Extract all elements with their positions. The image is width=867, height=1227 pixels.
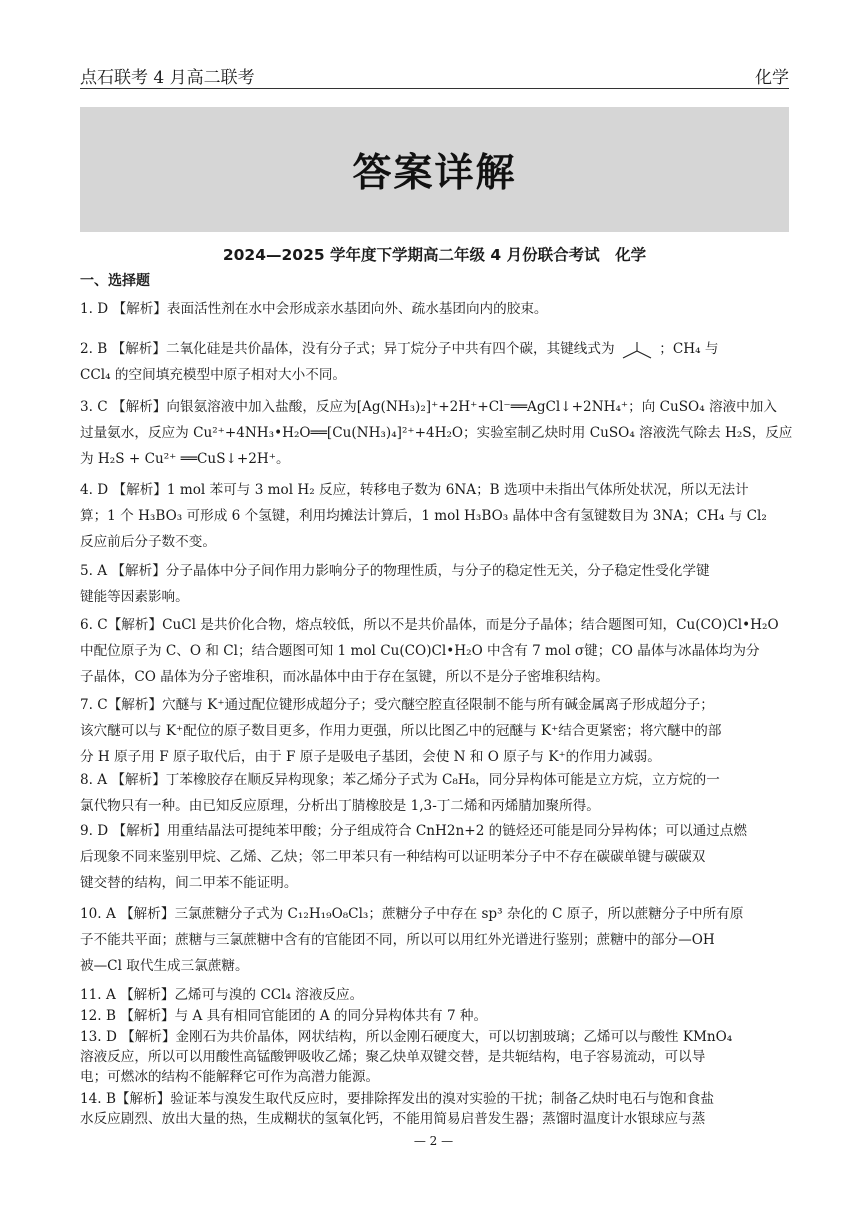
answer-line: 8. A 【解析】丁苯橡胶存在顺反异构现象；苯乙烯分子式为 C₈H₈，同分异构体可能是立方烷，立方烷的一 (80, 772, 720, 788)
answer-item-4 (80, 477, 792, 555)
answer-line: 子晶体，CO 晶体为分子密堆积，而冰晶体中由于存在氢键，所以不是分子密堆积结构。 (80, 669, 609, 685)
answer-line: 氯代物只有一种。由已知反应原理，分析出丁腈橡胶是 1,3-丁二烯和丙烯腈加聚所得。 (80, 798, 600, 814)
answer-line: 7. C【解析】穴醚与 K⁺通过配位键形成超分子；受穴醚空腔直径限制不能与所有碱金属离子形成超分子； (80, 697, 714, 713)
answer-item-12 (80, 1006, 792, 1026)
answer-line: 该穴醚可以与 K⁺配位的原子数目更多，作用力更强，所以比图乙中的冠醚与 K⁺结合更紧密；将穴醚中的部 (80, 723, 722, 739)
answer-item-13 (80, 1027, 792, 1087)
answer-line: 14. B【解析】验证苯与溴发生取代反应时，要排除挥发出的溴对实验的干扰；制备乙炔时电石与饱和食盐 (80, 1091, 715, 1107)
answer-item-14 (80, 1089, 792, 1129)
answer-item-7 (80, 692, 792, 770)
answer-line-part: ；CH₄ 与 (659, 341, 719, 357)
answer-line-part: 2. B 【解析】二氧化硅是共价晶体，没有分子式；异丁烷分子中共有四个碳，其键线式为 (80, 341, 615, 357)
answer-line: 12. B 【解析】与 A 具有相同官能团的 A 的同分异构体共有 7 种。 (80, 1008, 488, 1024)
answer-line: 13. D 【解析】金刚石为共价晶体，网状结构，所以金刚石硬度大，可以切割玻璃；乙烯可以与酸性 KMnO₄ (80, 1029, 733, 1045)
answer-item-9 (80, 818, 792, 896)
answer-line: CCl₄ 的空间填充模型中原子相对大小不同。 (80, 367, 347, 383)
answer-line: 键交替的结构，间二甲苯不能证明。 (80, 875, 298, 891)
answer-line: 3. C 【解析】向银氨溶液中加入盐酸，反应为[Ag(NH₃)₂]⁺+2H⁺+Cl⁻══AgCl↓+2NH₄⁺；向 CuSO₄ 溶液中加入 (80, 399, 777, 415)
answer-item-3 (80, 394, 792, 472)
answer-line: 水反应剧烈、放出大量的热，生成糊状的氢氧化钙，不能用简易启普发生器；蒸馏时温度计水银球应与蒸 (80, 1111, 706, 1127)
answer-line: 10. A 【解析】三氯蔗糖分子式为 C₁₂H₁₉O₈Cl₃；蔗糖分子中存在 sp³ 杂化的 C 原子，所以蔗糖分子中所有原 (80, 906, 744, 922)
answer-line (80, 336, 792, 362)
header-left: 点石联考 4 月高二联考 (80, 68, 255, 88)
header-right: 化学 (755, 68, 789, 88)
banner-title: 答案详解 (352, 150, 517, 196)
exam-title: 2024—2025 学年度下学期高二年级 4 月份联合考试 化学 (222, 246, 647, 264)
answer-line: 中配位原子为 C、O 和 Cl；结合题图可知 1 mol Cu(CO)Cl•H₂O 中含有 7 mol σ键；CO 晶体与冰晶体均为分 (80, 643, 760, 659)
answer-line: 算；1 个 H₃BO₃ 可形成 6 个氢键，利用均摊法计算后，1 mol H₃BO₃ 晶体中含有氢键数目为 3NA；CH₄ 与 Cl₂ (80, 508, 767, 524)
answer-line: 4. D 【解析】1 mol 苯可与 3 mol H₂ 反应，转移电子数为 6NA；B 选项中未指出气体所处状况，所以无法计 (80, 482, 749, 498)
section-title: 一、选择题 (80, 273, 150, 289)
answer-item-1 (80, 296, 792, 322)
answer-item-11 (80, 985, 792, 1005)
title-banner (80, 107, 789, 232)
answer-line: 6. C【解析】CuCl 是共价化合物，熔点较低，所以不是共价晶体，而是分子晶体；结合题图可知，Cu(CO)Cl•H₂O (80, 617, 779, 633)
answer-line: 后现象不同来鉴别甲烷、乙烯、乙炔；邻二甲苯只有一种结构可以证明苯分子中不存在碳碳单键与碳碳双 (80, 849, 706, 865)
answer-item-2 (80, 336, 792, 388)
answer-line: 1. D 【解析】表面活性剂在水中会形成亲水基团向外、疏水基团向内的胶束。 (80, 301, 548, 317)
answer-item-8 (80, 767, 792, 819)
answer-line: 被—Cl 取代生成三氯蔗糖。 (80, 958, 249, 974)
isobutane-skeletal-formula (619, 340, 655, 360)
answer-line: 子不能共平面；蔗糖与三氯蔗糖中含有的官能团不同，所以可以用红外光谱进行鉴别；蔗糖中的部分—OH (80, 932, 715, 948)
answer-line: 电；可燃冰的结构不能解释它可作为高潜力能源。 (80, 1069, 380, 1085)
answer-item-5 (80, 558, 792, 610)
answer-line: 键能等因素影响。 (80, 589, 189, 605)
answer-line: 为 H₂S + Cu²⁺ ══CuS↓+2H⁺。 (80, 451, 290, 467)
answer-item-6 (80, 612, 792, 690)
answer-line: 9. D 【解析】用重结晶法可提纯苯甲酸；分子组成符合 CnH2n+2 的链烃还可能是同分异构体；可以通过点燃 (80, 823, 747, 839)
page-number: — 2 — (413, 1134, 454, 1148)
answer-line: 5. A 【解析】分子晶体中分子间作用力影响分子的物理性质，与分子的稳定性无关，分子稳定性受化学键 (80, 563, 710, 579)
answer-line: 11. A 【解析】乙烯可与溴的 CCl₄ 溶液反应。 (80, 987, 364, 1003)
answer-line: 分 H 原子用 F 原子取代后，由于 F 原子是吸电子基团，会使 N 和 O 原子与 K⁺的作用力减弱。 (80, 749, 661, 765)
header-divider (80, 88, 789, 89)
answer-line: 反应前后分子数不变。 (80, 534, 216, 550)
answer-line: 溶液反应，所以可以用酸性高锰酸钾吸收乙烯；聚乙炔单双键交替，是共轭结构，电子容易流动，可以导 (80, 1049, 706, 1065)
answer-item-10 (80, 901, 792, 979)
answer-line: 过量氨水，反应为 Cu²⁺+4NH₃•H₂O══[Cu(NH₃)₄]²⁺+4H₂O；实验室制乙炔时用 CuSO₄ 溶液洗气除去 H₂S，反应 (80, 425, 792, 441)
